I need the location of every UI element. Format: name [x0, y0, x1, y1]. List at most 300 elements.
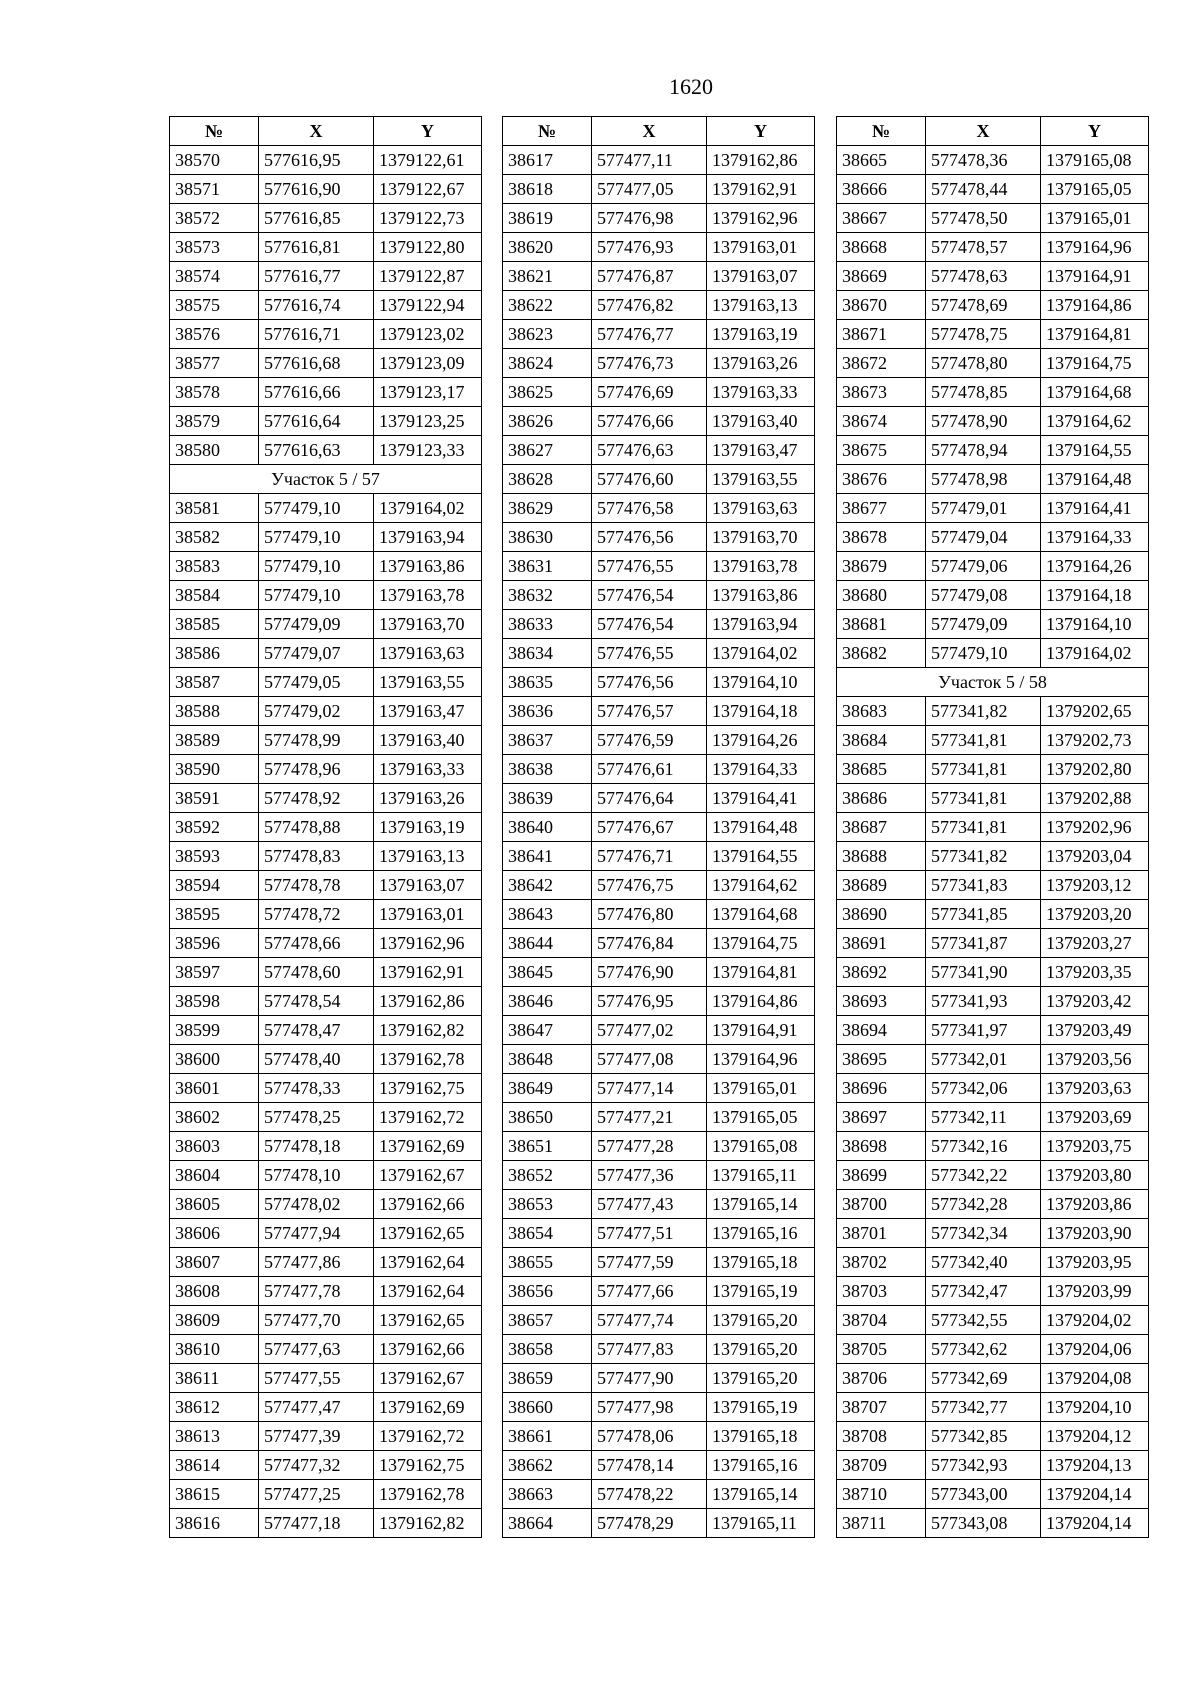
table-row — [503, 146, 815, 175]
cell-x: 577476,84 — [592, 929, 707, 958]
cell-x: 577478,40 — [259, 1045, 374, 1074]
cell-number: 38695 — [837, 1045, 926, 1074]
table-row — [837, 407, 1149, 436]
cell-number: 38647 — [503, 1016, 592, 1045]
cell-x: 577479,04 — [926, 523, 1041, 552]
cell-number: 38682 — [837, 639, 926, 668]
section-label: Участок 5 / 57 — [170, 465, 482, 494]
cell-y: 1379164,55 — [707, 842, 815, 871]
cell-y: 1379203,49 — [1041, 1016, 1149, 1045]
cell-number: 38633 — [503, 610, 592, 639]
cell-number: 38657 — [503, 1306, 592, 1335]
section-row — [170, 465, 482, 494]
table-row — [503, 639, 815, 668]
table-row — [503, 900, 815, 929]
table-header-row — [170, 117, 482, 146]
table-row — [170, 1074, 482, 1103]
cell-y: 1379164,18 — [1041, 581, 1149, 610]
table-row — [503, 1190, 815, 1219]
table-row — [503, 871, 815, 900]
cell-y: 1379123,25 — [374, 407, 482, 436]
cell-number: 38671 — [837, 320, 926, 349]
cell-number: 38684 — [837, 726, 926, 755]
cell-x: 577343,00 — [926, 1480, 1041, 1509]
table-row — [837, 1509, 1149, 1538]
cell-y: 1379202,88 — [1041, 784, 1149, 813]
cell-y: 1379162,78 — [374, 1045, 482, 1074]
cell-x: 577476,73 — [592, 349, 707, 378]
cell-number: 38664 — [503, 1509, 592, 1538]
table-row — [503, 813, 815, 842]
cell-y: 1379162,82 — [374, 1509, 482, 1538]
cell-x: 577477,51 — [592, 1219, 707, 1248]
cell-y: 1379163,78 — [374, 581, 482, 610]
cell-y: 1379164,02 — [1041, 639, 1149, 668]
cell-x: 577342,28 — [926, 1190, 1041, 1219]
cell-y: 1379164,68 — [707, 900, 815, 929]
table-row — [170, 349, 482, 378]
table-row — [837, 320, 1149, 349]
table-row — [170, 1393, 482, 1422]
cell-number: 38604 — [170, 1161, 259, 1190]
cell-x: 577343,08 — [926, 1509, 1041, 1538]
table-row — [837, 291, 1149, 320]
cell-x: 577478,10 — [259, 1161, 374, 1190]
cell-number: 38640 — [503, 813, 592, 842]
table-row — [503, 842, 815, 871]
page-number: 1620 — [669, 74, 713, 99]
cell-number: 38634 — [503, 639, 592, 668]
cell-y: 1379165,14 — [707, 1480, 815, 1509]
cell-x: 577478,14 — [592, 1451, 707, 1480]
cell-y: 1379164,10 — [707, 668, 815, 697]
cell-y: 1379203,95 — [1041, 1248, 1149, 1277]
cell-x: 577478,18 — [259, 1132, 374, 1161]
table-row — [837, 1277, 1149, 1306]
table-row — [837, 349, 1149, 378]
cell-number: 38627 — [503, 436, 592, 465]
cell-number: 38579 — [170, 407, 259, 436]
table-row — [837, 1306, 1149, 1335]
cell-y: 1379203,90 — [1041, 1219, 1149, 1248]
section-row — [837, 668, 1149, 697]
cell-x: 577477,78 — [259, 1277, 374, 1306]
cell-y: 1379162,91 — [374, 958, 482, 987]
table-row — [503, 320, 815, 349]
cell-number: 38570 — [170, 146, 259, 175]
cell-y: 1379162,65 — [374, 1219, 482, 1248]
cell-number: 38573 — [170, 233, 259, 262]
cell-y: 1379163,40 — [374, 726, 482, 755]
cell-y: 1379163,26 — [374, 784, 482, 813]
cell-number: 38603 — [170, 1132, 259, 1161]
cell-number: 38645 — [503, 958, 592, 987]
cell-number: 38708 — [837, 1422, 926, 1451]
cell-y: 1379163,47 — [374, 697, 482, 726]
cell-x: 577477,66 — [592, 1277, 707, 1306]
table-row — [837, 1132, 1149, 1161]
table-row — [170, 1016, 482, 1045]
cell-number: 38656 — [503, 1277, 592, 1306]
table-row — [503, 581, 815, 610]
cell-number: 38635 — [503, 668, 592, 697]
cell-x: 577479,10 — [259, 552, 374, 581]
cell-x: 577476,98 — [592, 204, 707, 233]
cell-y: 1379163,86 — [707, 581, 815, 610]
cell-number: 38575 — [170, 291, 259, 320]
table-row — [837, 204, 1149, 233]
cell-x: 577341,93 — [926, 987, 1041, 1016]
cell-y: 1379123,17 — [374, 378, 482, 407]
cell-y: 1379165,05 — [707, 1103, 815, 1132]
cell-y: 1379203,20 — [1041, 900, 1149, 929]
header-x: X — [592, 117, 707, 146]
cell-number: 38613 — [170, 1422, 259, 1451]
cell-number: 38610 — [170, 1335, 259, 1364]
table-row — [170, 1132, 482, 1161]
cell-x: 577478,80 — [926, 349, 1041, 378]
cell-number: 38696 — [837, 1074, 926, 1103]
cell-number: 38710 — [837, 1480, 926, 1509]
table-row — [837, 523, 1149, 552]
cell-number: 38691 — [837, 929, 926, 958]
cell-number: 38661 — [503, 1422, 592, 1451]
cell-y: 1379122,73 — [374, 204, 482, 233]
table-row — [503, 1132, 815, 1161]
cell-y: 1379162,69 — [374, 1132, 482, 1161]
cell-x: 577342,69 — [926, 1364, 1041, 1393]
cell-number: 38631 — [503, 552, 592, 581]
cell-number: 38688 — [837, 842, 926, 871]
cell-x: 577616,66 — [259, 378, 374, 407]
cell-number: 38580 — [170, 436, 259, 465]
cell-number: 38659 — [503, 1364, 592, 1393]
cell-number: 38686 — [837, 784, 926, 813]
cell-x: 577479,10 — [259, 523, 374, 552]
cell-number: 38602 — [170, 1103, 259, 1132]
cell-x: 577341,82 — [926, 842, 1041, 871]
table-row — [837, 1045, 1149, 1074]
cell-y: 1379162,66 — [374, 1190, 482, 1219]
cell-y: 1379164,91 — [1041, 262, 1149, 291]
cell-x: 577479,01 — [926, 494, 1041, 523]
coordinates-table-2 — [502, 116, 815, 1538]
table-row — [503, 958, 815, 987]
cell-y: 1379165,18 — [707, 1422, 815, 1451]
cell-number: 38577 — [170, 349, 259, 378]
cell-number: 38600 — [170, 1045, 259, 1074]
table-row — [503, 1103, 815, 1132]
cell-x: 577476,54 — [592, 610, 707, 639]
cell-number: 38599 — [170, 1016, 259, 1045]
cell-number: 38658 — [503, 1335, 592, 1364]
cell-x: 577341,85 — [926, 900, 1041, 929]
cell-number: 38699 — [837, 1161, 926, 1190]
header-y: Y — [1041, 117, 1149, 146]
table-row — [170, 233, 482, 262]
cell-number: 38676 — [837, 465, 926, 494]
table-row — [170, 581, 482, 610]
table-row — [837, 900, 1149, 929]
cell-number: 38681 — [837, 610, 926, 639]
table-row — [503, 1045, 815, 1074]
cell-number: 38617 — [503, 146, 592, 175]
cell-x: 577476,59 — [592, 726, 707, 755]
cell-number: 38639 — [503, 784, 592, 813]
cell-number: 38704 — [837, 1306, 926, 1335]
table-row — [170, 929, 482, 958]
table-row — [503, 1016, 815, 1045]
table-row — [837, 871, 1149, 900]
table-row — [837, 1451, 1149, 1480]
cell-number: 38622 — [503, 291, 592, 320]
table-row — [503, 1277, 815, 1306]
cell-y: 1379163,94 — [374, 523, 482, 552]
cell-x: 577477,32 — [259, 1451, 374, 1480]
cell-y: 1379165,19 — [707, 1393, 815, 1422]
cell-y: 1379122,61 — [374, 146, 482, 175]
cell-number: 38679 — [837, 552, 926, 581]
cell-x: 577478,85 — [926, 378, 1041, 407]
cell-x: 577479,09 — [926, 610, 1041, 639]
table-header-row — [837, 117, 1149, 146]
cell-x: 577342,93 — [926, 1451, 1041, 1480]
cell-x: 577476,90 — [592, 958, 707, 987]
cell-y: 1379122,67 — [374, 175, 482, 204]
cell-x: 577477,14 — [592, 1074, 707, 1103]
table-row — [170, 1161, 482, 1190]
cell-y: 1379164,26 — [707, 726, 815, 755]
cell-number: 38605 — [170, 1190, 259, 1219]
table-row — [170, 697, 482, 726]
cell-x: 577616,95 — [259, 146, 374, 175]
cell-y: 1379163,19 — [707, 320, 815, 349]
cell-y: 1379203,04 — [1041, 842, 1149, 871]
coordinates-table-3 — [836, 116, 1149, 1538]
table-row — [837, 378, 1149, 407]
table-row — [503, 436, 815, 465]
cell-x: 577478,99 — [259, 726, 374, 755]
cell-number: 38678 — [837, 523, 926, 552]
cell-y: 1379203,56 — [1041, 1045, 1149, 1074]
cell-x: 577476,63 — [592, 436, 707, 465]
cell-x: 577478,92 — [259, 784, 374, 813]
cell-y: 1379163,13 — [707, 291, 815, 320]
cell-x: 577476,95 — [592, 987, 707, 1016]
cell-number: 38620 — [503, 233, 592, 262]
table-row — [503, 755, 815, 784]
table-row — [170, 1509, 482, 1538]
cell-x: 577478,69 — [926, 291, 1041, 320]
cell-number: 38675 — [837, 436, 926, 465]
cell-y: 1379164,41 — [707, 784, 815, 813]
cell-y: 1379162,86 — [707, 146, 815, 175]
table-row — [503, 610, 815, 639]
cell-y: 1379165,16 — [707, 1219, 815, 1248]
cell-number: 38654 — [503, 1219, 592, 1248]
cell-number: 38582 — [170, 523, 259, 552]
cell-y: 1379164,86 — [707, 987, 815, 1016]
cell-y: 1379162,69 — [374, 1393, 482, 1422]
cell-number: 38614 — [170, 1451, 259, 1480]
table-row — [837, 1335, 1149, 1364]
table-row — [837, 1364, 1149, 1393]
cell-x: 577476,80 — [592, 900, 707, 929]
cell-y: 1379163,70 — [374, 610, 482, 639]
cell-y: 1379163,01 — [707, 233, 815, 262]
table-row — [170, 1451, 482, 1480]
cell-x: 577476,56 — [592, 523, 707, 552]
cell-number: 38709 — [837, 1451, 926, 1480]
cell-x: 577479,08 — [926, 581, 1041, 610]
cell-x: 577479,07 — [259, 639, 374, 668]
table-row — [837, 465, 1149, 494]
cell-y: 1379203,80 — [1041, 1161, 1149, 1190]
cell-number: 38707 — [837, 1393, 926, 1422]
cell-number: 38628 — [503, 465, 592, 494]
table-row — [837, 494, 1149, 523]
cell-x: 577342,11 — [926, 1103, 1041, 1132]
cell-number: 38642 — [503, 871, 592, 900]
cell-number: 38701 — [837, 1219, 926, 1248]
cell-y: 1379204,08 — [1041, 1364, 1149, 1393]
cell-x: 577478,47 — [259, 1016, 374, 1045]
cell-y: 1379164,62 — [707, 871, 815, 900]
cell-number: 38663 — [503, 1480, 592, 1509]
table-row — [503, 552, 815, 581]
table-row — [837, 958, 1149, 987]
cell-x: 577479,10 — [259, 494, 374, 523]
cell-x: 577342,16 — [926, 1132, 1041, 1161]
cell-x: 577616,63 — [259, 436, 374, 465]
cell-x: 577342,62 — [926, 1335, 1041, 1364]
table-row — [170, 784, 482, 813]
cell-y: 1379204,02 — [1041, 1306, 1149, 1335]
cell-x: 577477,86 — [259, 1248, 374, 1277]
cell-y: 1379122,80 — [374, 233, 482, 262]
cell-y: 1379164,26 — [1041, 552, 1149, 581]
cell-number: 38700 — [837, 1190, 926, 1219]
cell-y: 1379162,78 — [374, 1480, 482, 1509]
cell-x: 577342,77 — [926, 1393, 1041, 1422]
cell-x: 577478,02 — [259, 1190, 374, 1219]
cell-y: 1379162,65 — [374, 1306, 482, 1335]
cell-x: 577478,75 — [926, 320, 1041, 349]
cell-number: 38623 — [503, 320, 592, 349]
cell-y: 1379164,48 — [707, 813, 815, 842]
cell-x: 577476,82 — [592, 291, 707, 320]
table-row — [837, 233, 1149, 262]
cell-y: 1379165,20 — [707, 1306, 815, 1335]
cell-number: 38626 — [503, 407, 592, 436]
cell-y: 1379164,02 — [374, 494, 482, 523]
cell-number: 38651 — [503, 1132, 592, 1161]
cell-x: 577478,63 — [926, 262, 1041, 291]
cell-y: 1379163,55 — [707, 465, 815, 494]
cell-y: 1379162,67 — [374, 1161, 482, 1190]
table-row — [503, 175, 815, 204]
cell-y: 1379204,14 — [1041, 1509, 1149, 1538]
cell-x: 577342,85 — [926, 1422, 1041, 1451]
cell-y: 1379163,63 — [374, 639, 482, 668]
cell-number: 38624 — [503, 349, 592, 378]
cell-x: 577477,11 — [592, 146, 707, 175]
cell-x: 577478,06 — [592, 1422, 707, 1451]
table-row — [503, 523, 815, 552]
cell-number: 38667 — [837, 204, 926, 233]
table-row — [837, 552, 1149, 581]
cell-x: 577478,57 — [926, 233, 1041, 262]
table-row — [503, 1074, 815, 1103]
cell-x: 577616,71 — [259, 320, 374, 349]
header-y: Y — [707, 117, 815, 146]
cell-y: 1379202,65 — [1041, 697, 1149, 726]
cell-number: 38698 — [837, 1132, 926, 1161]
table-row — [170, 1422, 482, 1451]
cell-number: 38692 — [837, 958, 926, 987]
table-row — [170, 1277, 482, 1306]
cell-number: 38662 — [503, 1451, 592, 1480]
table-row — [503, 349, 815, 378]
table-row — [170, 813, 482, 842]
cell-y: 1379164,02 — [707, 639, 815, 668]
cell-x: 577477,63 — [259, 1335, 374, 1364]
table-row — [170, 523, 482, 552]
cell-number: 38653 — [503, 1190, 592, 1219]
cell-number: 38693 — [837, 987, 926, 1016]
cell-number: 38702 — [837, 1248, 926, 1277]
cell-number: 38608 — [170, 1277, 259, 1306]
cell-x: 577341,81 — [926, 784, 1041, 813]
cell-number: 38606 — [170, 1219, 259, 1248]
cell-number: 38697 — [837, 1103, 926, 1132]
cell-x: 577477,90 — [592, 1364, 707, 1393]
table-row — [503, 1248, 815, 1277]
table-row — [837, 755, 1149, 784]
cell-y: 1379165,05 — [1041, 175, 1149, 204]
table-row — [503, 987, 815, 1016]
cell-x: 577477,21 — [592, 1103, 707, 1132]
table-row — [503, 1335, 815, 1364]
table-row — [837, 842, 1149, 871]
cell-y: 1379163,26 — [707, 349, 815, 378]
cell-number: 38593 — [170, 842, 259, 871]
cell-x: 577478,60 — [259, 958, 374, 987]
cell-y: 1379164,62 — [1041, 407, 1149, 436]
cell-x: 577616,77 — [259, 262, 374, 291]
cell-number: 38680 — [837, 581, 926, 610]
cell-number: 38630 — [503, 523, 592, 552]
cell-number: 38644 — [503, 929, 592, 958]
cell-y: 1379162,91 — [707, 175, 815, 204]
cell-x: 577478,50 — [926, 204, 1041, 233]
table-row — [837, 610, 1149, 639]
cell-y: 1379204,12 — [1041, 1422, 1149, 1451]
cell-x: 577477,05 — [592, 175, 707, 204]
table-row — [503, 784, 815, 813]
table-row — [503, 1422, 815, 1451]
cell-y: 1379204,10 — [1041, 1393, 1149, 1422]
header-x: X — [259, 117, 374, 146]
cell-x: 577477,83 — [592, 1335, 707, 1364]
cell-x: 577476,64 — [592, 784, 707, 813]
cell-x: 577341,81 — [926, 726, 1041, 755]
cell-number: 38572 — [170, 204, 259, 233]
table-row — [170, 1480, 482, 1509]
table-row — [170, 378, 482, 407]
cell-y: 1379203,75 — [1041, 1132, 1149, 1161]
table-row — [170, 871, 482, 900]
